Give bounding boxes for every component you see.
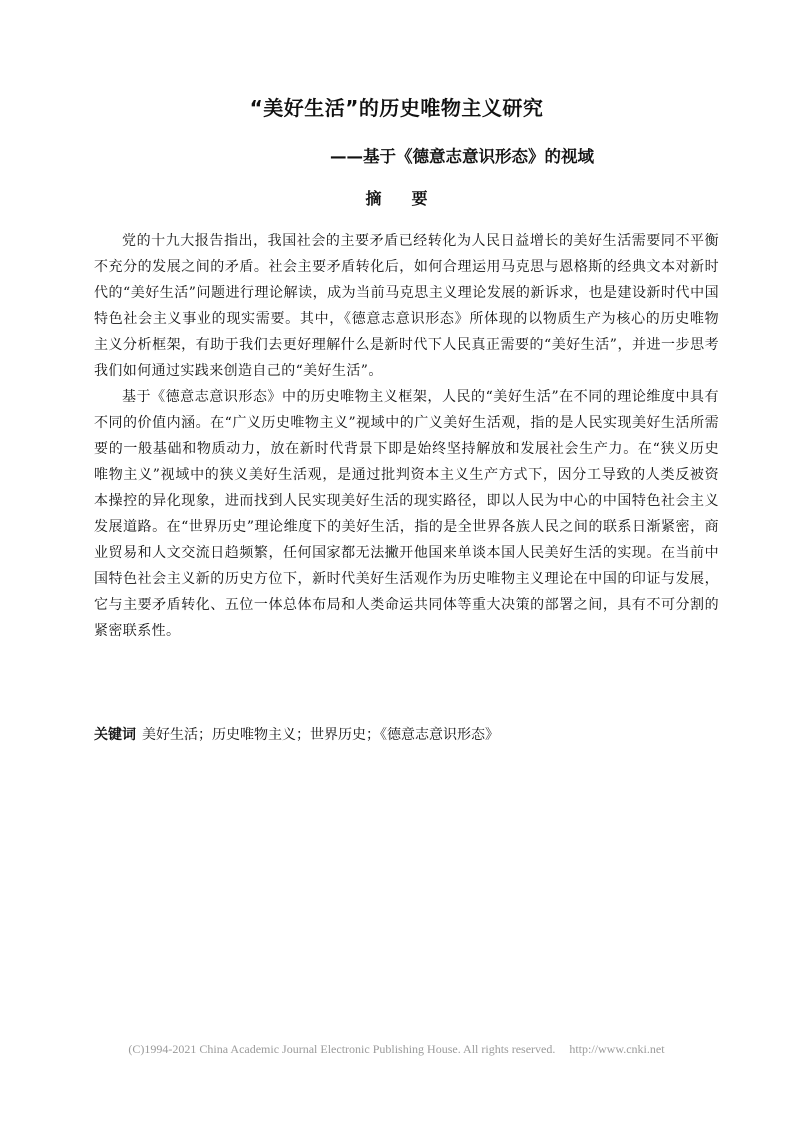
footer-url[interactable]: http://www.cnki.net [569, 1042, 665, 1056]
abstract-body [94, 228, 719, 644]
page-footer [0, 1042, 793, 1057]
paper-title: “美好生活”的历史唯物主义研究 [249, 96, 544, 120]
abstract-heading: 摘要 [365, 189, 458, 208]
keywords-text: 美好生活；历史唯物主义；世界历史；《德意志意识形态》 [142, 727, 499, 743]
footer-copyright: (C)1994-2021 China Academic Journal Electronic Publishing House. All rights reserved. [128, 1042, 556, 1056]
paper-subtitle: ——基于《德意志意识形态》的视域 [330, 147, 594, 166]
abstract-paragraph: 党的十九大报告指出，我国社会的主要矛盾已经转化为人民日益增长的美好生活需要同不平衡不充分的发展之间的矛盾。社会主要矛盾转化后，如何合理运用马克思与恩格斯的经典文本对新时代的“美好生活”问题进行理论解读，成为当前马克思主义理论发展的新诉求，也是建设新时代中国特色社会主义事业的现实需要。其中，《德意志意识形态》所体现的以物质生产为核心的历史唯物主义分析框架，有助于我们去更好理解什么是新时代下人民真正需要的“美好生活”，并进一步思考我们如何通过实践来创造自己的“美好生活”。 [94, 233, 719, 379]
abstract-paragraph: 基于《德意志意识形态》中的历史唯物主义框架，人民的“美好生活”在不同的理论维度中具有不同的价值内涵。在“广义历史唯物主义”视域中的广义美好生活观，指的是人民实现美好生活所需要的一般基础和物质动力，放在新时代背景下即是始终坚持解放和发展社会生产力。在“狭义历史唯物主义”视域中的狭义美好生活观，是通过批判资本主义生产方式下，因分工导致的人类反被资本操控的异化现象，进而找到人民实现美好生活的现实路径，即以人民为中心的中国特色社会主义发展道路。在“世界历史”理论维度下的美好生活，指的是全世界各族人民之间的联系日渐紧密，商业贸易和人文交流日趋频繁，任何国家都无法撇开他国来单谈本国人民美好生活的实现。在当前中国特色社会主义新的历史方位下，新时代美好生活观作为历史唯物主义理论在中国的印证与发展，它与主要矛盾转化、五位一体总体布局和人类命运共同体等重大决策的部署之间，具有不可分割的紧密联系性。 [94, 389, 719, 639]
keywords [94, 724, 719, 746]
keywords-label: 关键词 [94, 727, 136, 743]
